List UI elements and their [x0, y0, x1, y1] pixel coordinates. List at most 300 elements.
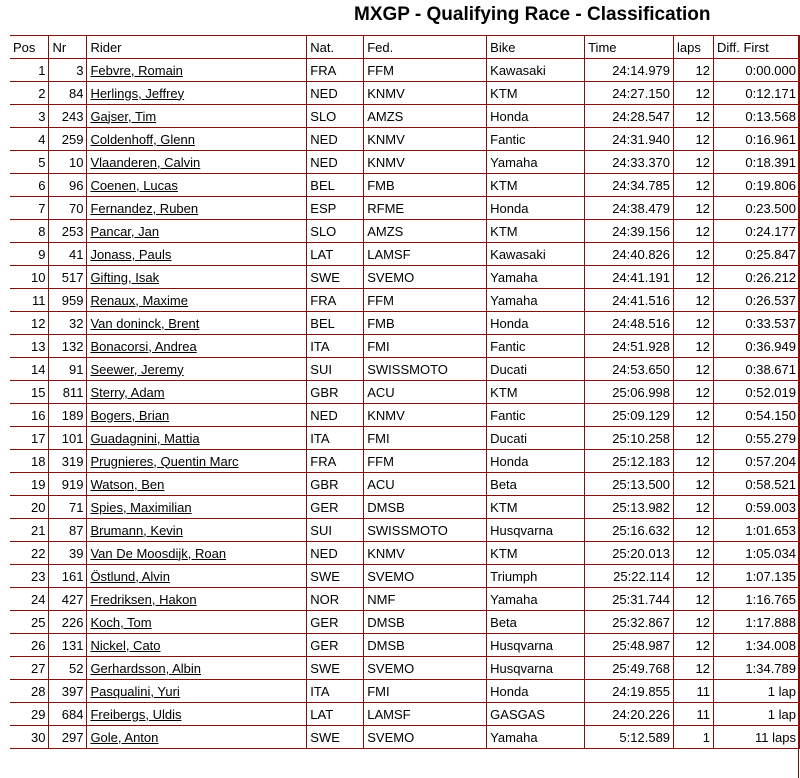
- cell-fed: KNMV: [364, 128, 487, 151]
- cell-fed: ACU: [364, 473, 487, 496]
- cell-diff: 0:57.204: [714, 450, 800, 473]
- cell-fed: FMI: [364, 427, 487, 450]
- table-row: [10, 151, 800, 174]
- cell-time: 25:20.013: [585, 542, 674, 565]
- cell-time: 25:06.998: [585, 381, 674, 404]
- cell-time: 25:22.114: [585, 565, 674, 588]
- table-row: [10, 335, 800, 358]
- cell-nat: NED: [307, 404, 364, 427]
- cell-bike: KTM: [487, 220, 585, 243]
- cell-diff: 0:54.150: [714, 404, 800, 427]
- cell-nr: 319: [49, 450, 87, 473]
- cell-nr: 41: [49, 243, 87, 266]
- cell-fed: SVEMO: [364, 266, 487, 289]
- table-row: [10, 542, 800, 565]
- cell-nat: SUI: [307, 519, 364, 542]
- cell-rider: [87, 703, 307, 726]
- cell-time: 24:41.516: [585, 289, 674, 312]
- cell-nr: 959: [49, 289, 87, 312]
- cell-fed: SWISSMOTO: [364, 519, 487, 542]
- cell-time: 25:12.183: [585, 450, 674, 473]
- cell-nr: 161: [49, 565, 87, 588]
- col-header-nat: Nat.: [307, 36, 364, 59]
- cell-time: 25:31.744: [585, 588, 674, 611]
- cell-fed: FMB: [364, 312, 487, 335]
- cell-bike: Honda: [487, 450, 585, 473]
- rider-link[interactable]: Gole, Anton: [90, 729, 159, 745]
- cell-diff: 1 lap: [714, 680, 800, 703]
- cell-diff: 0:55.279: [714, 427, 800, 450]
- table-row: [10, 82, 800, 105]
- cell-nat: LAT: [307, 243, 364, 266]
- cell-pos: 12: [10, 312, 49, 335]
- cell-bike: Yamaha: [487, 588, 585, 611]
- cell-fed: RFME: [364, 197, 487, 220]
- cell-nat: FRA: [307, 59, 364, 82]
- cell-fed: KNMV: [364, 82, 487, 105]
- cell-rider: [87, 266, 307, 289]
- rider-link[interactable]: Nickel, Cato: [90, 637, 161, 653]
- cell-laps: 12: [674, 634, 714, 657]
- cell-diff: 1:01.653: [714, 519, 800, 542]
- cell-laps: 1: [674, 726, 714, 749]
- table-row: [10, 634, 800, 657]
- cell-laps: 12: [674, 657, 714, 680]
- cell-rider: [87, 519, 307, 542]
- rider-link[interactable]: Coldenhoff, Glenn: [90, 131, 195, 147]
- cell-bike: KTM: [487, 82, 585, 105]
- table-row: [10, 427, 800, 450]
- cell-time: 25:13.500: [585, 473, 674, 496]
- cell-laps: 12: [674, 450, 714, 473]
- rider-link[interactable]: Spies, Maximilian: [90, 499, 192, 515]
- cell-time: 24:48.516: [585, 312, 674, 335]
- cell-nat: BEL: [307, 312, 364, 335]
- cell-time: 25:16.632: [585, 519, 674, 542]
- cell-pos: 18: [10, 450, 49, 473]
- cell-bike: Fantic: [487, 335, 585, 358]
- cell-fed: DMSB: [364, 634, 487, 657]
- rider-link[interactable]: Pasqualini, Yuri: [90, 683, 180, 699]
- cell-nr: 10: [49, 151, 87, 174]
- cell-bike: Ducati: [487, 427, 585, 450]
- rider-link[interactable]: Fernandez, Ruben: [90, 200, 199, 216]
- cell-fed: SVEMO: [364, 726, 487, 749]
- cell-diff: 1:17.888: [714, 611, 800, 634]
- cell-nr: 297: [49, 726, 87, 749]
- cell-pos: 25: [10, 611, 49, 634]
- cell-fed: SVEMO: [364, 657, 487, 680]
- cell-bike: Triumph: [487, 565, 585, 588]
- cell-fed: DMSB: [364, 611, 487, 634]
- rider-link[interactable]: Prugnieres, Quentin Marc: [90, 453, 239, 469]
- cell-time: 25:10.258: [585, 427, 674, 450]
- cell-laps: 12: [674, 565, 714, 588]
- cell-diff: 0:00.000: [714, 59, 800, 82]
- rider-link[interactable]: Watson, Ben: [90, 476, 165, 492]
- cell-time: 24:40.826: [585, 243, 674, 266]
- rider-link[interactable]: Van doninck, Brent: [90, 315, 200, 331]
- cell-diff: 0:24.177: [714, 220, 800, 243]
- cell-pos: 23: [10, 565, 49, 588]
- cell-pos: 6: [10, 174, 49, 197]
- cell-bike: Yamaha: [487, 151, 585, 174]
- cell-laps: 12: [674, 335, 714, 358]
- cell-rider: [87, 82, 307, 105]
- cell-diff: 0:26.537: [714, 289, 800, 312]
- cell-bike: Yamaha: [487, 289, 585, 312]
- cell-pos: 20: [10, 496, 49, 519]
- table-row: [10, 680, 800, 703]
- cell-rider: [87, 657, 307, 680]
- table-row: [10, 565, 800, 588]
- cell-pos: 16: [10, 404, 49, 427]
- cell-nr: 84: [49, 82, 87, 105]
- header-row: [10, 36, 800, 59]
- cell-pos: 4: [10, 128, 49, 151]
- cell-diff: 0:33.537: [714, 312, 800, 335]
- table-row: [10, 128, 800, 151]
- cell-diff: 0:38.671: [714, 358, 800, 381]
- cell-diff: 1:05.034: [714, 542, 800, 565]
- cell-time: 25:48.987: [585, 634, 674, 657]
- cell-laps: 12: [674, 289, 714, 312]
- rider-link[interactable]: Koch, Tom: [90, 614, 152, 630]
- cell-pos: 26: [10, 634, 49, 657]
- cell-rider: [87, 59, 307, 82]
- cell-nr: 3: [49, 59, 87, 82]
- cell-fed: AMZS: [364, 220, 487, 243]
- cell-diff: 1 lap: [714, 703, 800, 726]
- cell-laps: 12: [674, 266, 714, 289]
- cell-nr: 189: [49, 404, 87, 427]
- cell-pos: 5: [10, 151, 49, 174]
- table-header: [10, 36, 800, 59]
- rider-link[interactable]: Coenen, Lucas: [90, 177, 178, 193]
- cell-fed: FMB: [364, 174, 487, 197]
- cell-rider: [87, 496, 307, 519]
- cell-bike: Husqvarna: [487, 634, 585, 657]
- cell-rider: [87, 680, 307, 703]
- col-header-rider: Rider: [87, 36, 307, 59]
- cell-laps: 12: [674, 59, 714, 82]
- cell-nat: NED: [307, 542, 364, 565]
- cell-nr: 684: [49, 703, 87, 726]
- cell-nat: SLO: [307, 220, 364, 243]
- rider-link[interactable]: Jonass, Pauls: [90, 246, 172, 262]
- cell-pos: 17: [10, 427, 49, 450]
- rider-link[interactable]: Febvre, Romain: [90, 62, 183, 78]
- cell-nr: 87: [49, 519, 87, 542]
- cell-nat: ESP: [307, 197, 364, 220]
- cell-laps: 12: [674, 105, 714, 128]
- cell-fed: NMF: [364, 588, 487, 611]
- cell-nr: 259: [49, 128, 87, 151]
- cell-bike: KTM: [487, 174, 585, 197]
- cell-laps: 12: [674, 381, 714, 404]
- cell-laps: 12: [674, 542, 714, 565]
- rider-link[interactable]: Brumann, Kevin: [90, 522, 183, 538]
- table-row: [10, 312, 800, 335]
- table-row: [10, 657, 800, 680]
- cell-nr: 919: [49, 473, 87, 496]
- cell-nr: 101: [49, 427, 87, 450]
- rider-link[interactable]: Bogers, Brian: [90, 407, 170, 423]
- page-title: MXGP - Qualifying Race - Classification: [354, 4, 711, 25]
- cell-nat: GBR: [307, 381, 364, 404]
- cell-time: 25:13.982: [585, 496, 674, 519]
- cell-fed: KNMV: [364, 151, 487, 174]
- table-row: [10, 450, 800, 473]
- cell-laps: 12: [674, 588, 714, 611]
- table-row: [10, 496, 800, 519]
- cell-pos: 15: [10, 381, 49, 404]
- cell-nr: 397: [49, 680, 87, 703]
- rider-link[interactable]: Herlings, Jeffrey: [90, 85, 185, 101]
- cell-bike: Husqvarna: [487, 657, 585, 680]
- cell-rider: [87, 128, 307, 151]
- cell-time: 5:12.589: [585, 726, 674, 749]
- cell-fed: AMZS: [364, 105, 487, 128]
- cell-time: 24:33.370: [585, 151, 674, 174]
- cell-laps: 12: [674, 427, 714, 450]
- cell-laps: 12: [674, 312, 714, 335]
- cell-rider: [87, 404, 307, 427]
- cell-pos: 8: [10, 220, 49, 243]
- cell-bike: Honda: [487, 105, 585, 128]
- cell-laps: 11: [674, 703, 714, 726]
- cell-rider: [87, 634, 307, 657]
- cell-nr: 96: [49, 174, 87, 197]
- cell-rider: [87, 312, 307, 335]
- cell-nat: NED: [307, 151, 364, 174]
- cell-fed: LAMSF: [364, 243, 487, 266]
- rider-link[interactable]: Seewer, Jeremy: [90, 361, 184, 377]
- cell-rider: [87, 588, 307, 611]
- cell-rider: [87, 174, 307, 197]
- table-row: [10, 59, 800, 82]
- cell-nat: SLO: [307, 105, 364, 128]
- cell-nat: SWE: [307, 726, 364, 749]
- cell-bike: Beta: [487, 611, 585, 634]
- cell-pos: 9: [10, 243, 49, 266]
- cell-rider: [87, 335, 307, 358]
- cell-laps: 12: [674, 519, 714, 542]
- rider-link[interactable]: Vlaanderen, Calvin: [90, 154, 201, 170]
- rider-link[interactable]: Van De Moosdijk, Roan: [90, 545, 227, 561]
- cell-time: 24:41.191: [585, 266, 674, 289]
- cell-bike: Ducati: [487, 358, 585, 381]
- cell-nr: 71: [49, 496, 87, 519]
- cell-laps: 12: [674, 358, 714, 381]
- cell-diff: 1:16.765: [714, 588, 800, 611]
- table-row: [10, 174, 800, 197]
- rider-link[interactable]: Östlund, Alvin: [90, 568, 170, 584]
- cell-bike: KTM: [487, 381, 585, 404]
- cell-fed: ACU: [364, 381, 487, 404]
- table-row: [10, 105, 800, 128]
- cell-nat: NOR: [307, 588, 364, 611]
- cell-laps: 12: [674, 82, 714, 105]
- table-body: [10, 59, 800, 749]
- cell-pos: 3: [10, 105, 49, 128]
- cell-diff: 0:19.806: [714, 174, 800, 197]
- cell-laps: 11: [674, 680, 714, 703]
- col-header-diff: Diff. First: [714, 36, 800, 59]
- cell-bike: Kawasaki: [487, 59, 585, 82]
- cell-nr: 131: [49, 634, 87, 657]
- cell-fed: FFM: [364, 59, 487, 82]
- cell-fed: SWISSMOTO: [364, 358, 487, 381]
- cell-rider: [87, 427, 307, 450]
- cell-laps: 12: [674, 197, 714, 220]
- cell-time: 24:20.226: [585, 703, 674, 726]
- cell-time: 24:28.547: [585, 105, 674, 128]
- cell-nat: NED: [307, 82, 364, 105]
- cell-time: 24:27.150: [585, 82, 674, 105]
- cell-rider: [87, 381, 307, 404]
- cell-rider: [87, 243, 307, 266]
- cell-rider: [87, 289, 307, 312]
- cell-nat: LAT: [307, 703, 364, 726]
- cell-pos: 19: [10, 473, 49, 496]
- table-row: [10, 726, 800, 749]
- rider-link[interactable]: Gerhardsson, Albin: [90, 660, 202, 676]
- cell-laps: 12: [674, 496, 714, 519]
- cell-pos: 10: [10, 266, 49, 289]
- cell-pos: 29: [10, 703, 49, 726]
- rider-link[interactable]: Gajser, Tim: [90, 108, 157, 124]
- cell-bike: Kawasaki: [487, 243, 585, 266]
- cell-bike: Fantic: [487, 404, 585, 427]
- cell-pos: 1: [10, 59, 49, 82]
- rider-link[interactable]: Renaux, Maxime: [90, 292, 188, 308]
- cell-time: 25:49.768: [585, 657, 674, 680]
- cell-nat: SWE: [307, 266, 364, 289]
- cell-nr: 39: [49, 542, 87, 565]
- cell-nat: GER: [307, 634, 364, 657]
- cell-fed: SVEMO: [364, 565, 487, 588]
- cell-bike: KTM: [487, 542, 585, 565]
- cell-pos: 21: [10, 519, 49, 542]
- table-row: [10, 519, 800, 542]
- rider-link[interactable]: Fredriksen, Hakon: [90, 591, 197, 607]
- rider-link[interactable]: Gifting, Isak: [90, 269, 160, 285]
- cell-nr: 243: [49, 105, 87, 128]
- col-header-fed: Fed.: [364, 36, 487, 59]
- cell-rider: [87, 726, 307, 749]
- cell-diff: 1:34.008: [714, 634, 800, 657]
- cell-nr: 811: [49, 381, 87, 404]
- cell-nat: GER: [307, 496, 364, 519]
- rider-link[interactable]: Sterry, Adam: [90, 384, 165, 400]
- cell-laps: 12: [674, 404, 714, 427]
- cell-pos: 13: [10, 335, 49, 358]
- cell-diff: 0:26.212: [714, 266, 800, 289]
- table-row: [10, 703, 800, 726]
- cell-rider: [87, 542, 307, 565]
- cell-bike: Honda: [487, 680, 585, 703]
- cell-pos: 27: [10, 657, 49, 680]
- cell-time: 24:53.650: [585, 358, 674, 381]
- cell-rider: [87, 197, 307, 220]
- table-row: [10, 197, 800, 220]
- table-row: [10, 404, 800, 427]
- classification-table: [10, 35, 800, 749]
- cell-nat: SWE: [307, 565, 364, 588]
- cell-rider: [87, 358, 307, 381]
- cell-nat: ITA: [307, 427, 364, 450]
- table-row: [10, 473, 800, 496]
- cell-nat: GBR: [307, 473, 364, 496]
- table-row: [10, 381, 800, 404]
- cell-pos: 2: [10, 82, 49, 105]
- cell-time: 24:38.479: [585, 197, 674, 220]
- rider-link[interactable]: Freibergs, Uldis: [90, 706, 182, 722]
- rider-link[interactable]: Pancar, Jan: [90, 223, 160, 239]
- cell-time: 24:31.940: [585, 128, 674, 151]
- col-header-laps: laps: [674, 36, 714, 59]
- cell-time: 25:32.867: [585, 611, 674, 634]
- cell-time: 24:19.855: [585, 680, 674, 703]
- cell-fed: KNMV: [364, 404, 487, 427]
- cell-nat: GER: [307, 611, 364, 634]
- rider-link[interactable]: Guadagnini, Mattia: [90, 430, 200, 446]
- cell-laps: 12: [674, 473, 714, 496]
- cell-time: 24:51.928: [585, 335, 674, 358]
- table-row: [10, 588, 800, 611]
- cell-diff: 0:18.391: [714, 151, 800, 174]
- cell-bike: Yamaha: [487, 726, 585, 749]
- cell-pos: 11: [10, 289, 49, 312]
- table-row: [10, 611, 800, 634]
- table-row: [10, 266, 800, 289]
- cell-time: 24:14.979: [585, 59, 674, 82]
- cell-time: 24:39.156: [585, 220, 674, 243]
- cell-laps: 12: [674, 151, 714, 174]
- cell-diff: 1:07.135: [714, 565, 800, 588]
- cell-fed: FMI: [364, 335, 487, 358]
- cell-diff: 0:36.949: [714, 335, 800, 358]
- cell-rider: [87, 220, 307, 243]
- cell-rider: [87, 151, 307, 174]
- cell-nr: 427: [49, 588, 87, 611]
- cell-laps: 12: [674, 174, 714, 197]
- cell-nat: ITA: [307, 335, 364, 358]
- cell-nr: 226: [49, 611, 87, 634]
- cell-diff: 0:16.961: [714, 128, 800, 151]
- col-header-pos: Pos: [10, 36, 49, 59]
- cell-nr: 70: [49, 197, 87, 220]
- cell-rider: [87, 611, 307, 634]
- cell-rider: [87, 450, 307, 473]
- cell-bike: GASGAS: [487, 703, 585, 726]
- cell-nat: ITA: [307, 680, 364, 703]
- cell-bike: Yamaha: [487, 266, 585, 289]
- cell-pos: 7: [10, 197, 49, 220]
- cell-bike: Fantic: [487, 128, 585, 151]
- cell-diff: 0:13.568: [714, 105, 800, 128]
- cell-diff: 0:12.171: [714, 82, 800, 105]
- cell-pos: 14: [10, 358, 49, 381]
- cell-pos: 30: [10, 726, 49, 749]
- col-header-nr: Nr: [49, 36, 87, 59]
- rider-link[interactable]: Bonacorsi, Andrea: [90, 338, 197, 354]
- cell-nat: FRA: [307, 450, 364, 473]
- cell-bike: Honda: [487, 312, 585, 335]
- cell-rider: [87, 105, 307, 128]
- col-header-time: Time: [585, 36, 674, 59]
